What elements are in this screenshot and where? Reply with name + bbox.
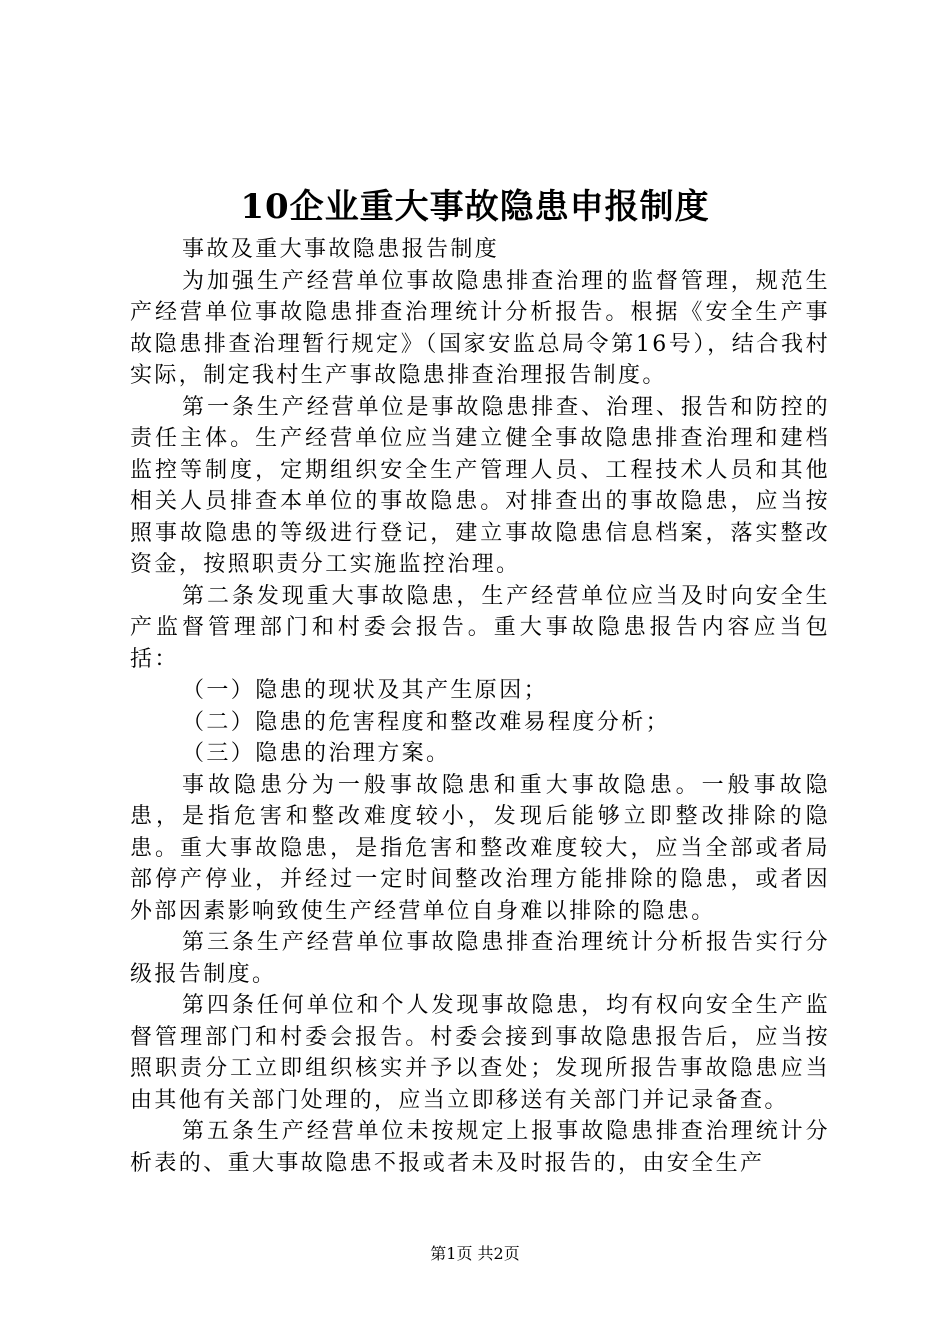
paragraph-preamble: 为加强生产经营单位事故隐患排查治理的监督管理，规范生产经营单位事故隐患排查治理统计分析报告。根据《安全生产事故隐患排查治理暂行规定》（国家安监总局令第16号），结合我村实际，制定我村生产事故隐患排查治理报告制度。 <box>130 268 830 388</box>
document-title: 10企业重大事故隐患申报制度 <box>240 187 710 227</box>
paragraph-article-1: 第一条生产经营单位是事故隐患排查、治理、报告和防控的责任主体。生产经营单位应当建立健全事故隐患排查治理和建档监控等制度，定期组织安全生产管理人员、工程技术人员和其他相关人员排查本单位的事故隐患。对排查出的事故隐患，应当按照事故隐患的等级进行登记，建立事故隐患信息档案，落实整改资金，按照职责分工实施监控治理。 <box>130 394 830 577</box>
paragraph-item-1: （一）隐患的现状及其产生原因； <box>182 678 549 703</box>
paragraph-article-5: 第五条生产经营单位未按规定上报事故隐患排查治理统计分析表的、重大事故隐患不报或者未及时报告的，由安全生产 <box>130 1119 830 1176</box>
page-footer: 第1页 共2页 <box>430 1244 520 1263</box>
paragraph-article-4: 第四条任何单位和个人发现事故隐患，均有权向安全生产监督管理部门和村委会报告。村委会接到事故隐患报告后，应当按照职责分工立即组织核实并予以查处；发现所报告事故隐患应当由其他有关部门处理的，应当立即移送有关部门并记录备查。 <box>130 993 830 1113</box>
paragraph-item-2: （二）隐患的危害程度和整改难易程度分析； <box>182 709 671 735</box>
paragraph-hazard-classification: 事故隐患分为一般事故隐患和重大事故隐患。一般事故隐患，是指危害和整改难度较小，发现后能够立即整改排除的隐患。重大事故隐患，是指危害和整改难度较大，应当全部或者局部停产停业，并经过一定时间整改治理方能排除的隐患，或者因外部因素影响致使生产经营单位自身难以排除的隐患。 <box>130 772 830 924</box>
paragraph-article-3: 第三条生产经营单位事故隐患排查治理统计分析报告实行分级报告制度。 <box>130 930 830 987</box>
paragraph-article-2: 第二条发现重大事故隐患，生产经营单位应当及时向安全生产监督管理部门和村委会报告。重大事故隐患报告内容应当包括： <box>130 583 830 672</box>
document-body <box>130 234 830 1179</box>
paragraph-item-3: （三）隐患的治理方案。 <box>182 741 451 766</box>
paragraph-subtitle: 事故及重大事故隐患报告制度 <box>182 237 500 262</box>
